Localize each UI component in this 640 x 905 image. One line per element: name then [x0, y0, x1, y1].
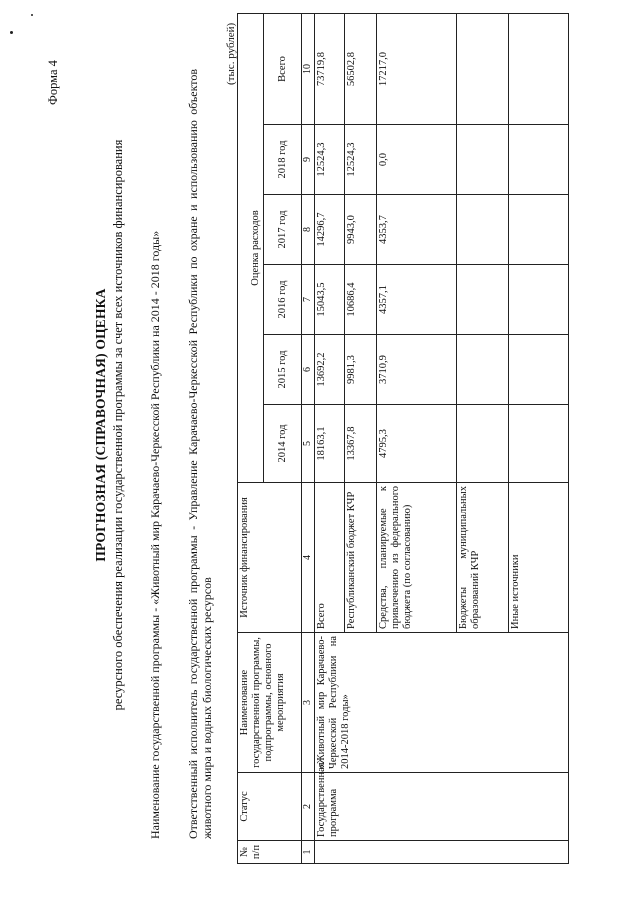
column-number: 4 — [302, 483, 315, 633]
value-cell — [457, 265, 509, 335]
funding-table — [237, 13, 569, 864]
header-year-2015: 2015 год — [264, 335, 302, 405]
value-cell — [457, 14, 509, 125]
value-cell — [457, 195, 509, 265]
value-cell: 10686,4 — [345, 265, 377, 335]
header-year-2018: 2018 год — [264, 125, 302, 195]
value-cell — [509, 125, 569, 195]
value-cell — [509, 335, 569, 405]
value-cell — [457, 405, 509, 483]
header-name: Наименование государственной программы, подпрограммы, основного мероприятия — [238, 633, 302, 773]
value-cell: 4357,1 — [377, 265, 457, 335]
column-number: 7 — [302, 265, 315, 335]
source-federal-budget: Средства, планируемые к привлечению из федерального бюджета (по согласованию) — [377, 483, 457, 633]
executor-line: Ответственный исполнитель государственной программы - Управление Карачаево-Черкесской Республики по охране и использованию объектов животного мира и водных биологических ресурсов — [186, 69, 214, 839]
units-label: (тыс. рублей) — [225, 22, 237, 85]
value-cell: 56502,8 — [345, 14, 377, 125]
value-cell: 12524,3 — [315, 125, 345, 195]
value-cell — [509, 265, 569, 335]
header-num: № п/п — [238, 841, 302, 864]
program-num — [315, 841, 569, 864]
table-row — [315, 14, 345, 864]
column-number: 2 — [302, 773, 315, 841]
header-source: Источник финансирования — [238, 483, 302, 633]
value-cell: 4795,3 — [377, 405, 457, 483]
column-number: 3 — [302, 633, 315, 773]
value-cell: 9943,0 — [345, 195, 377, 265]
source-regional-budget: Республиканский бюджет КЧР — [345, 483, 377, 633]
program-status: Государственная программа — [315, 773, 569, 841]
header-total: Всего — [264, 14, 302, 125]
value-cell: 14296,7 — [315, 195, 345, 265]
program-name-line: Наименование государственной программы - «Животный мир Карачаево-Черкесской Республики на 2014 - 2018 годы» — [148, 230, 162, 839]
header-year-2017: 2017 год — [264, 195, 302, 265]
column-number: 9 — [302, 125, 315, 195]
document-subtitle: ресурсного обеспечения реализации государственной программы за счет всех источников финансирования — [111, 139, 125, 711]
value-cell: 3710,9 — [377, 335, 457, 405]
header-year-2014: 2014 год — [264, 405, 302, 483]
value-cell: 15043,5 — [315, 265, 345, 335]
value-cell: 12524,3 — [345, 125, 377, 195]
value-cell: 18163,1 — [315, 405, 345, 483]
value-cell: 0,0 — [377, 125, 457, 195]
form-label: Форма 4 — [46, 60, 60, 105]
value-cell: 73719,8 — [315, 14, 345, 125]
value-cell: 13367,8 — [345, 405, 377, 483]
value-cell — [509, 405, 569, 483]
value-cell — [457, 335, 509, 405]
program-name: «Животный мир Карачаево-Черкесской Республики на 2014-2018 годы» — [315, 633, 569, 773]
value-cell: 17217,0 — [377, 14, 457, 125]
value-cell — [457, 125, 509, 195]
source-total: Всего — [315, 483, 345, 633]
value-cell: 13692,2 — [315, 335, 345, 405]
source-municipal-budgets: Бюджеты муниципальных образований КЧР — [457, 483, 509, 633]
header-status: Статус — [238, 773, 302, 841]
source-other: Иные источники — [509, 483, 569, 633]
document-title: ПРОГНОЗНАЯ (СПРАВОЧНАЯ) ОЦЕНКА — [93, 288, 108, 562]
column-number: 5 — [302, 405, 315, 483]
column-number: 8 — [302, 195, 315, 265]
header-estimate: Оценка расходов — [238, 14, 264, 483]
column-number: 10 — [302, 14, 315, 125]
value-cell — [509, 14, 569, 125]
column-number: 1 — [302, 841, 315, 864]
value-cell — [509, 195, 569, 265]
header-year-2016: 2016 год — [264, 265, 302, 335]
value-cell: 4353,7 — [377, 195, 457, 265]
column-number: 6 — [302, 335, 315, 405]
value-cell: 9981,3 — [345, 335, 377, 405]
